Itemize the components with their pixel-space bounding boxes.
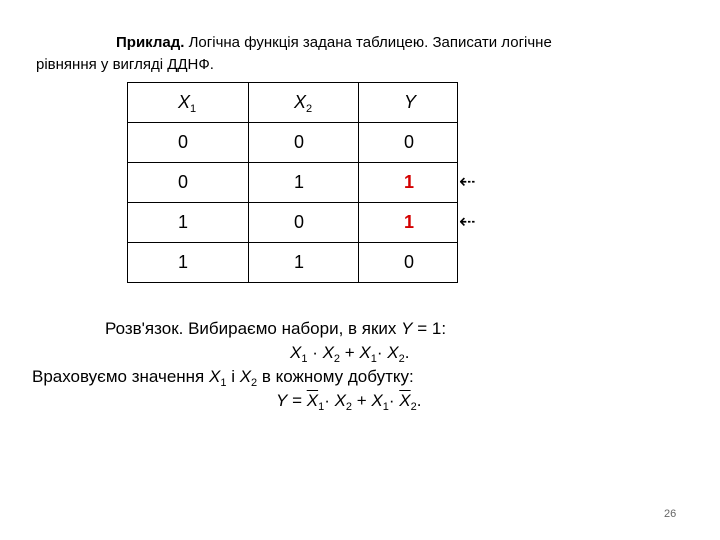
arrow-left-icon: ⇠ xyxy=(459,171,476,193)
cell: 0 xyxy=(128,163,249,203)
cell: 0 xyxy=(249,123,359,163)
header-x1: $X_1$ xyxy=(128,83,249,123)
formula-minterms: $X_1 \cdot X_2 + X_1\cdot X_2$. xyxy=(290,343,410,365)
header-x2: $X_2$ xyxy=(249,83,359,123)
header-y: Y xyxy=(359,83,458,123)
page-number: 26 xyxy=(664,508,677,520)
table-row xyxy=(128,163,458,203)
cell-highlighted: 1 xyxy=(359,203,458,243)
formula-final: $Y = \overline{X}_1\cdot X_2 + X_1\cdot \overline{X}_2$. xyxy=(276,391,422,413)
solution-line-1: Розв'язок. Вибираємо набори, в яких Y = 1: xyxy=(105,319,447,338)
cell: 1 xyxy=(128,243,249,283)
table-row xyxy=(128,123,458,163)
problem-line-2: рівняння у вигляді ДДНФ. xyxy=(36,56,214,73)
problem-line-1 xyxy=(36,32,656,54)
cell: 1 xyxy=(128,203,249,243)
arrow-left-icon: ⇠ xyxy=(459,211,476,233)
cell: 0 xyxy=(249,203,359,243)
table-row xyxy=(128,243,458,283)
cell-highlighted: 1 xyxy=(359,163,458,203)
table-header-row xyxy=(128,83,458,123)
cell: 0 xyxy=(359,243,458,283)
example-label: Приклад. xyxy=(116,34,185,51)
truth-table xyxy=(127,82,458,283)
cell: 0 xyxy=(359,123,458,163)
cell: 1 xyxy=(249,163,359,203)
problem-text: Логічна функція задана таблицею. Записати логічне xyxy=(184,34,552,51)
solution-line-3: Враховуємо значення $X_1$ і $X_2$ в кожному добутку: xyxy=(32,367,414,389)
problem-statement xyxy=(36,32,656,76)
cell: 0 xyxy=(128,123,249,163)
table-row xyxy=(128,203,458,243)
cell: 1 xyxy=(249,243,359,283)
